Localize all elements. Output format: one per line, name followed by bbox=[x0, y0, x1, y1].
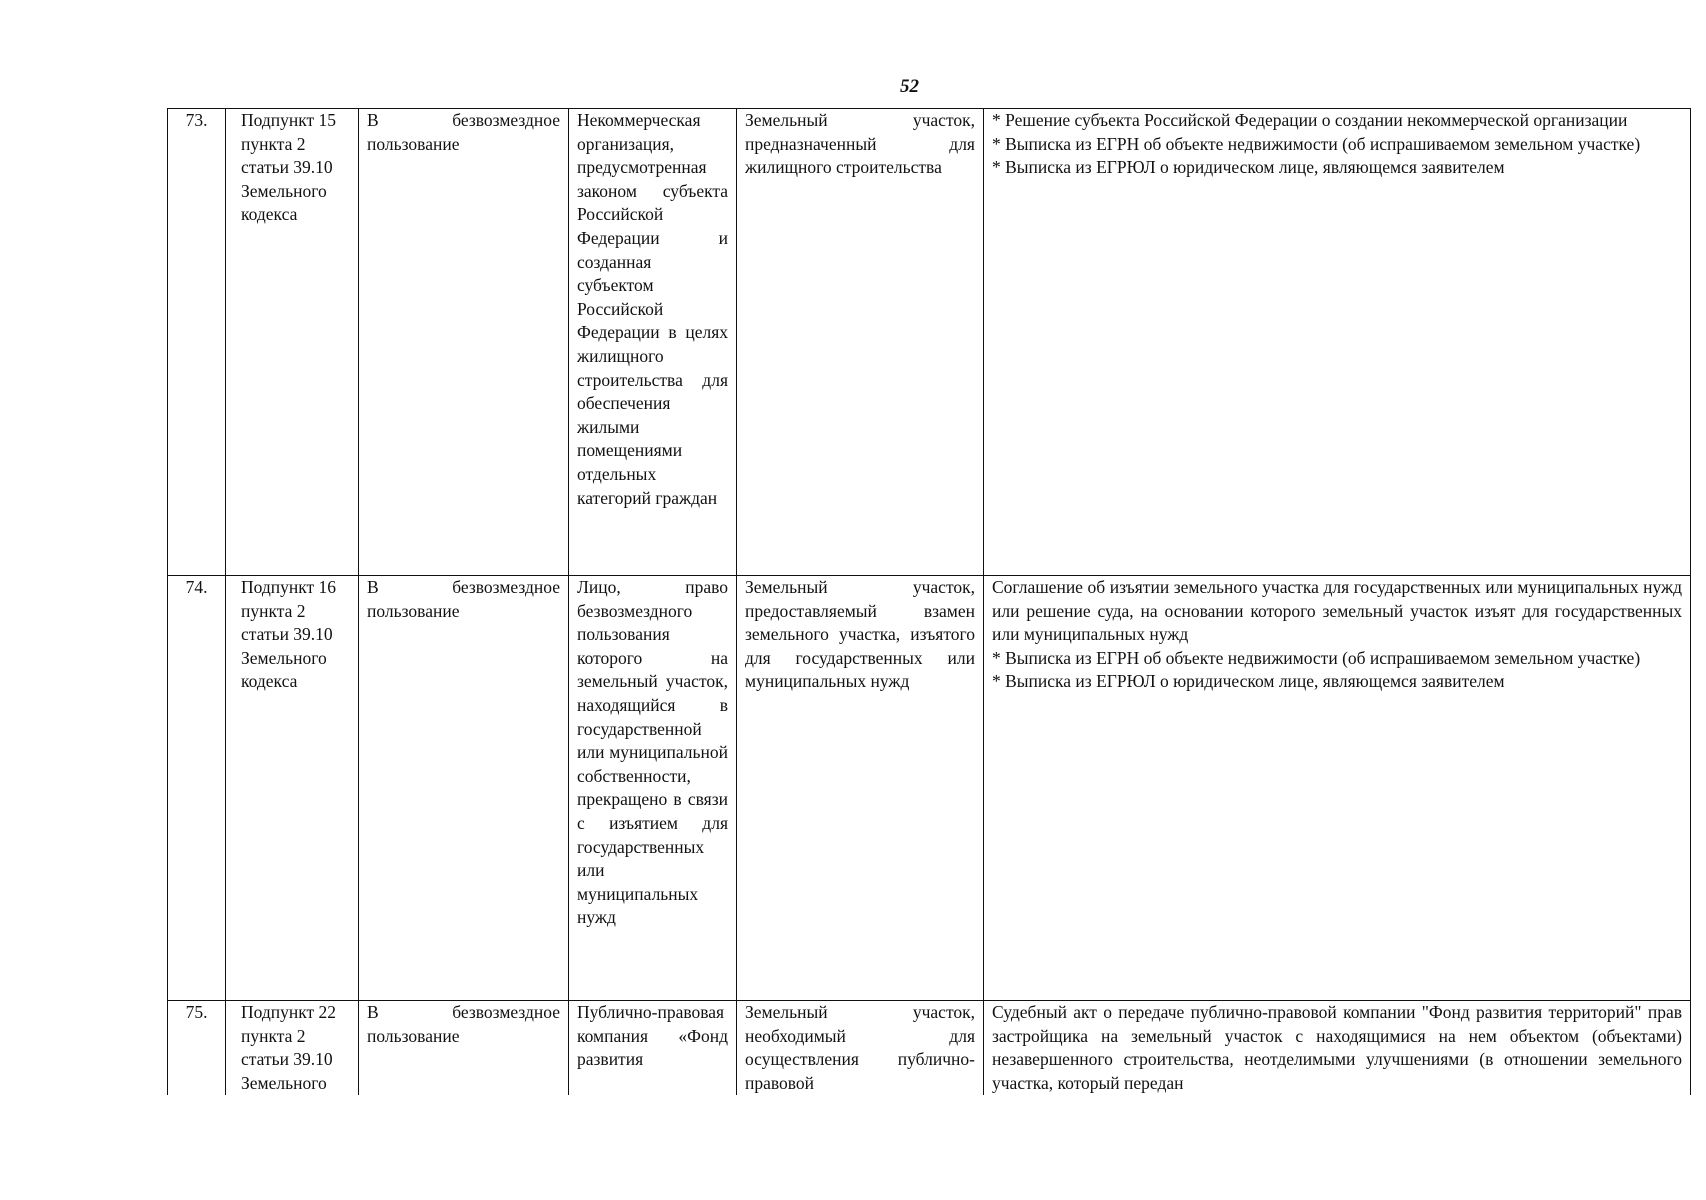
document-item: Соглашение об изъятии земельного участка для государственных или муниципальных нужд или решение суда, на основании которого земельный участок изъят для государственных или муниципальных нужд bbox=[992, 577, 1682, 645]
document-item: * Выписка из ЕГРЮЛ о юридическом лице, являющемся заявителем bbox=[992, 671, 1505, 692]
applicant: Публично-правовая компания «Фонд развития bbox=[569, 1001, 737, 1096]
row-number: 75. bbox=[168, 1001, 226, 1096]
land-plot: Земельный участок, необходимый для осуществления публично-правовой bbox=[737, 1001, 984, 1096]
document-item: * Выписка из ЕГРЮЛ о юридическом лице, являющемся заявителем bbox=[992, 157, 1505, 178]
legal-basis: Подпункт 22 пункта 2 статьи 39.10 Земельного bbox=[226, 1001, 359, 1096]
document-item: * Решение субъекта Российской Федерации о создании некоммерческой организации bbox=[992, 110, 1628, 130]
land-plot: Земельный участок, предоставляемый взамен земельного участка, изъятого для государственных или муниципальных нужд bbox=[737, 576, 984, 1001]
document-item: * Выписка из ЕГРН об объекте недвижимости (об испрашиваемом земельном участке) bbox=[992, 133, 1641, 154]
legal-basis: Подпункт 16 пункта 2 статьи 39.10 Земельного кодекса bbox=[226, 576, 359, 1001]
table-row bbox=[168, 576, 1691, 1001]
document-item: Судебный акт о передаче публично-правовой компании "Фонд развития территорий" прав застройщика на земельный участок с находящимися на нем объектом (объектами) незавершенного строительства, неотделимыми улучшениями (в отношении земельного участка, который передан bbox=[992, 1002, 1682, 1093]
page-number: 52 bbox=[900, 76, 919, 97]
row-number: 74. bbox=[168, 576, 226, 1001]
required-documents bbox=[984, 576, 1691, 1001]
legal-basis: Подпункт 15 пункта 2 статьи 39.10 Земельного кодекса bbox=[226, 109, 359, 576]
applicant: Лицо, право безвозмездного пользования которого на земельный участок, находящийся в государственной или муниципальной собственности, прекращено в связи с изъятием для государственных или муниципальных нужд bbox=[569, 576, 737, 1001]
provision-type: В безвозмездное пользование bbox=[359, 576, 569, 1001]
provision-type: В безвозмездное пользование bbox=[359, 109, 569, 576]
required-documents bbox=[984, 1001, 1691, 1096]
row-number: 73. bbox=[168, 109, 226, 576]
land-plot: Земельный участок, предназначенный для жилищного строительства bbox=[737, 109, 984, 576]
document-item: * Выписка из ЕГРН об объекте недвижимости (об испрашиваемом земельном участке) bbox=[992, 647, 1641, 668]
required-documents bbox=[984, 109, 1691, 576]
provision-type: В безвозмездное пользование bbox=[359, 1001, 569, 1096]
table-row bbox=[168, 1001, 1691, 1096]
services-table bbox=[167, 108, 1691, 1095]
applicant: Некоммерческая организация, предусмотренная законом субъекта Российской Федерации и созданная субъектом Российской Федерации в целях жилищного строительства для обеспечения жилыми помещениями отдельных категорий граждан bbox=[569, 109, 737, 576]
table-row bbox=[168, 109, 1691, 576]
